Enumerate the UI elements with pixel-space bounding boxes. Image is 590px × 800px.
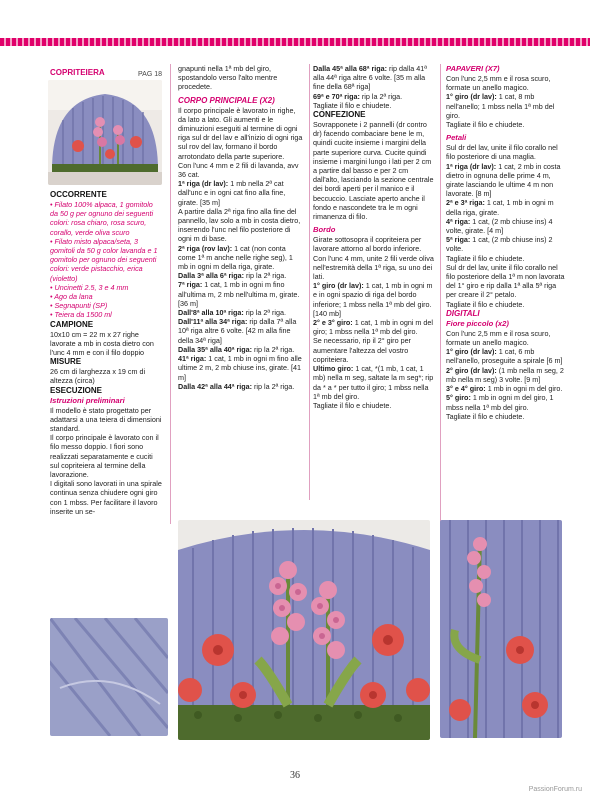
- paragraph: Con l'unc 4 mm e 2 fili di lavanda, avv 36 cat.: [178, 160, 299, 180]
- row-label: 7ª riga:: [178, 280, 203, 290]
- paragraph: A partire dalla 2ª riga fino alla fine del pannello, lav solo a mb in costa dietro, inserendo l'unc nel filo posteriore di ogni m di base.: [178, 206, 301, 244]
- row-text: 1 cat, 1 mb in ogni m fino alle ultime 2 m, 2 mb chiuse ins, girate. [41 m]: [178, 354, 302, 382]
- knit-sample-photo: [50, 618, 168, 736]
- paragraph: Con l'unc 2,5 mm e il rosa scuro, formate un anello magico.: [446, 328, 551, 348]
- row-text: 1 cat, 1 mb in ogni m del giro; 1 mbss nella 1ª mb del giro.: [313, 318, 434, 337]
- istruzioni-heading: Istruzioni preliminari: [50, 395, 125, 405]
- paragraph: I digitali sono lavorati in una spirale continua senza chiudere ogni giro con 1 mbss. Per facilitare il lavoro inserite un se-: [50, 479, 162, 516]
- paragraph: Tagliate il filo e chiudete.: [446, 411, 525, 421]
- confezione-heading: CONFEZIONE: [313, 110, 366, 120]
- paragraph: Girate sottosopra il copriteiera per lavorare attorno al bordo inferiore.: [313, 235, 422, 254]
- row-text: rip dalla 7ª alla 10ª riga altre 6 volte. [42 m alla fine della 34ª riga]: [178, 317, 297, 345]
- list-item: • Filato 100% alpaca, 1 gomitolo da 50 g per ognuno dei seguenti colori: rosa chiaro, rosa scuro, corallo, verde oliva scuro: [50, 200, 154, 237]
- digitali-heading: DIGITALI: [446, 308, 480, 318]
- row-label: Dall'8ª alla 10ª riga:: [178, 308, 244, 318]
- column-1: [50, 68, 162, 80]
- row-label: Dalla 42ª alla 44ª riga:: [178, 381, 253, 391]
- list-item: • Filato misto alpaca/seta, 3 gomitoli da 50 g color lavanda e 1 gomitolo per ognuno dei seguenti colori: verde pistacchio, erica (violetto): [50, 236, 158, 283]
- row-label: 69ª e 70ª riga:: [313, 91, 360, 101]
- row-text: 1 cat, 1 mb in ogni m e in ogni spazio di riga del bordo inferiore; 1 mbss nella 1ª mb del giro. [140 mb]: [313, 281, 433, 318]
- section-title: COPRITEIERA: [50, 68, 105, 77]
- row-text: rip la 2ª riga.: [252, 344, 295, 354]
- paragraph: Se necessario, rip il 2° giro per aumentare l'altezza del vostro copriteiera.: [313, 336, 411, 364]
- foxglove-detail-photo: [440, 520, 562, 738]
- page-number: 36: [290, 770, 300, 781]
- row-label: 41ª riga:: [178, 354, 207, 364]
- row-label: Ultimo giro:: [313, 364, 354, 374]
- row-text: rip la 2ª riga.: [243, 308, 286, 318]
- paragraph: Sovrapponete i 2 pannelli (dr contro dr) facendo combaciare bene le m, quindi cucite insieme i margini della parte superiore curva. Cucite quindi insieme i margini lungo i lati per 2 cm a partire dal basso e per 2 cm dall'alto, lasciando la sezione centrale dei bordi aperti per il manico e il beccuccio. Lasciate aperto anche il fondo e nascondete tra le m ogni rimanenza di filo.: [313, 120, 434, 222]
- row-label: 1° giro (dr lav):: [446, 347, 497, 357]
- column-divider: [309, 64, 310, 500]
- row-text: rip la 2ª riga.: [359, 91, 403, 101]
- list-item: • Segnapunti (SP): [50, 301, 108, 311]
- corpo-heading: CORPO PRINCIPALE (X2): [178, 95, 275, 105]
- row-label: 1° giro (dr lav):: [313, 281, 364, 291]
- row-text: (1 mb nella m seg, 2 mb nella m seg) 3 volte. [9 m]: [446, 365, 564, 384]
- flowers-closeup-photo: [178, 520, 430, 740]
- watermark: PassionForum.ru: [528, 786, 582, 793]
- row-text: 1 cat, 1 mb in ogni m fino all'ultima m, 2 mb nell'ultima m, girate. [36 m]: [178, 280, 300, 308]
- esecuzione-heading: ESECUZIONE: [50, 385, 103, 395]
- row-label: 5° giro:: [446, 393, 471, 403]
- row-label: 3° e 4° giro:: [446, 384, 486, 394]
- column-1-text: [50, 190, 162, 516]
- row-label: 1° giro (dr lav):: [446, 92, 497, 102]
- campione-heading: CAMPIONE: [50, 319, 94, 329]
- paragraph: Tagliate il filo e chiudete.: [313, 100, 392, 110]
- row-text: 1 cat (non conta come 1ª m anche nelle righe seg), 1 mb in ogni m della riga, girate.: [178, 243, 293, 272]
- misure-text: 26 cm di larghezza x 19 cm di altezza (circa): [50, 367, 146, 386]
- row-text: 1 cat, *(1 mb, 1 cat, 1 mb) nella m seg, saltate la m seg*; rip da * a * per tutto il giro; 1 mbss nella 1ª mb del giro.: [313, 364, 434, 401]
- paragraph: gnapunti nella 1ª mb del giro, spostandolo verso l'alto mentre procedete.: [178, 64, 278, 92]
- teapot-cozy-photo: [48, 80, 162, 185]
- petali-heading: Petali: [446, 133, 467, 143]
- row-text: rip dalla 41ª alla 44ª riga altre 6 volte. [35 m alla fine della 68ª riga]: [313, 64, 427, 92]
- row-label: 2° e 3° giro:: [313, 318, 353, 328]
- paragraph: Con l'unc 2,5 mm e il rosa scuro, formate un anello magico.: [446, 74, 551, 93]
- column-2: [178, 64, 303, 391]
- row-label: Dalla 35ª alla 40ª riga:: [178, 344, 253, 354]
- row-text: 1 cat, (2 mb chiuse ins) 4 volte, girate. [4 m]: [446, 216, 553, 236]
- paragraph: Sul dr del lav, unite il filo corallo nel filo posteriore della 1ª m non lavorata del 1° giro e rip dalla 1ª alla 5ª riga per creare il 2° petalo.: [446, 262, 565, 300]
- list-item: • Teiera da 1500 ml: [50, 310, 112, 320]
- column-3: [313, 64, 435, 410]
- paragraph: Il modello è stato progettato per adattarsi a una teiera di dimensioni standard.: [50, 405, 162, 434]
- column-divider: [440, 64, 441, 524]
- page-ref: PAG 18: [138, 71, 162, 78]
- row-text: 1 cat, 1 mb in ogni m della riga, girate.: [446, 198, 554, 217]
- row-text: 1 cat, 2 mb in costa dietro in ognuna delle prime 4 m, girate lasciando le ultime 4 m non lavorate. [8 m]: [446, 161, 561, 199]
- row-text: 1 mb in ogni m del giro, 1 mbss nella 1ª mb del giro.: [446, 393, 554, 412]
- fiore-heading: Fiore piccolo (x2): [446, 318, 509, 328]
- paragraph: Con l'unc 4 mm, unite 2 fili verde oliva nell'estremità della 1ª riga, su uno dei lati.: [313, 253, 434, 282]
- row-text: rip la 2ª riga.: [244, 271, 287, 281]
- row-label: 2° giro (dr lav):: [446, 365, 497, 375]
- column-divider: [170, 64, 171, 524]
- paragraph: Tagliate il filo e chiudete.: [446, 120, 525, 130]
- row-label: 2ª e 3ª riga:: [446, 198, 485, 208]
- row-label: 5ª riga:: [446, 235, 471, 245]
- list-item: • Uncinetti 2.5, 3 e 4 mm: [50, 282, 129, 292]
- row-label: Dalla 45ª alla 68ª riga:: [313, 64, 388, 73]
- occorrente-heading: OCCORRENTE: [50, 190, 107, 199]
- row-text: rip la 2ª riga.: [252, 381, 295, 391]
- row-text: 1 cat, 8 mb nell'anello; 1 mbss nella 1ª mb del giro.: [446, 92, 555, 120]
- paragraph: Il corpo principale è lavorato con il filo messo doppio. I fiori sono realizzati separatamente e cuciti sul copriteiera al termine della lavorazione.: [50, 433, 159, 480]
- row-label: Dall'11ª alla 34ª riga:: [178, 317, 248, 327]
- campione-text: 10x10 cm = 22 m x 27 righe lavorate a mb in costa dietro con l'unc 4 mm e con il filo doppio: [50, 329, 154, 358]
- paragraph: Tagliate il filo e chiudete.: [313, 400, 392, 410]
- list-item: • Ago da lana: [50, 292, 93, 302]
- row-text: 1 cat, (2 mb chiuse ins) 2 volte.: [446, 235, 553, 254]
- paragraph: Tagliate il filo e chiudete.: [446, 253, 525, 263]
- row-text: 1 cat, 6 mb nell'anello, proseguite a spirale [6 m]: [446, 347, 563, 366]
- row-label: 2ª riga (rov lav):: [178, 243, 233, 253]
- row-text: 1 mb nella 2ª cat dall'unc e in ogni cat fino alla fine, girate. [35 m]: [178, 179, 286, 207]
- row-label: 4ª riga:: [446, 216, 471, 226]
- row-text: 1 mb in ogni m del giro.: [485, 384, 563, 394]
- paragraph: Il corpo principale è lavorato in righe, da lato a lato. Gli aumenti e le diminuzioni eseguiti al termine di ogni riga sul dr del lav e all'inizio di ogni riga sul rov del lav, formano il bordo arrotondato della parte superiore.: [178, 105, 303, 161]
- misure-heading: MISURE: [50, 357, 82, 367]
- paragraph: Tagliate il filo e chiudete.: [446, 299, 525, 309]
- paragraph: Sul dr del lav, unite il filo corallo nel filo posteriore di una maglia.: [446, 143, 558, 162]
- row-label: 1ª riga (dr lav):: [178, 179, 229, 189]
- row-label: 1ª riga (dr lav):: [446, 161, 497, 171]
- top-stripe: [0, 38, 590, 46]
- papaveri-heading: PAPAVERI (X7): [446, 64, 500, 73]
- column-4: [446, 64, 568, 421]
- bordo-heading: Bordo: [313, 225, 336, 235]
- row-label: Dalla 3ª alla 6ª riga:: [178, 271, 245, 281]
